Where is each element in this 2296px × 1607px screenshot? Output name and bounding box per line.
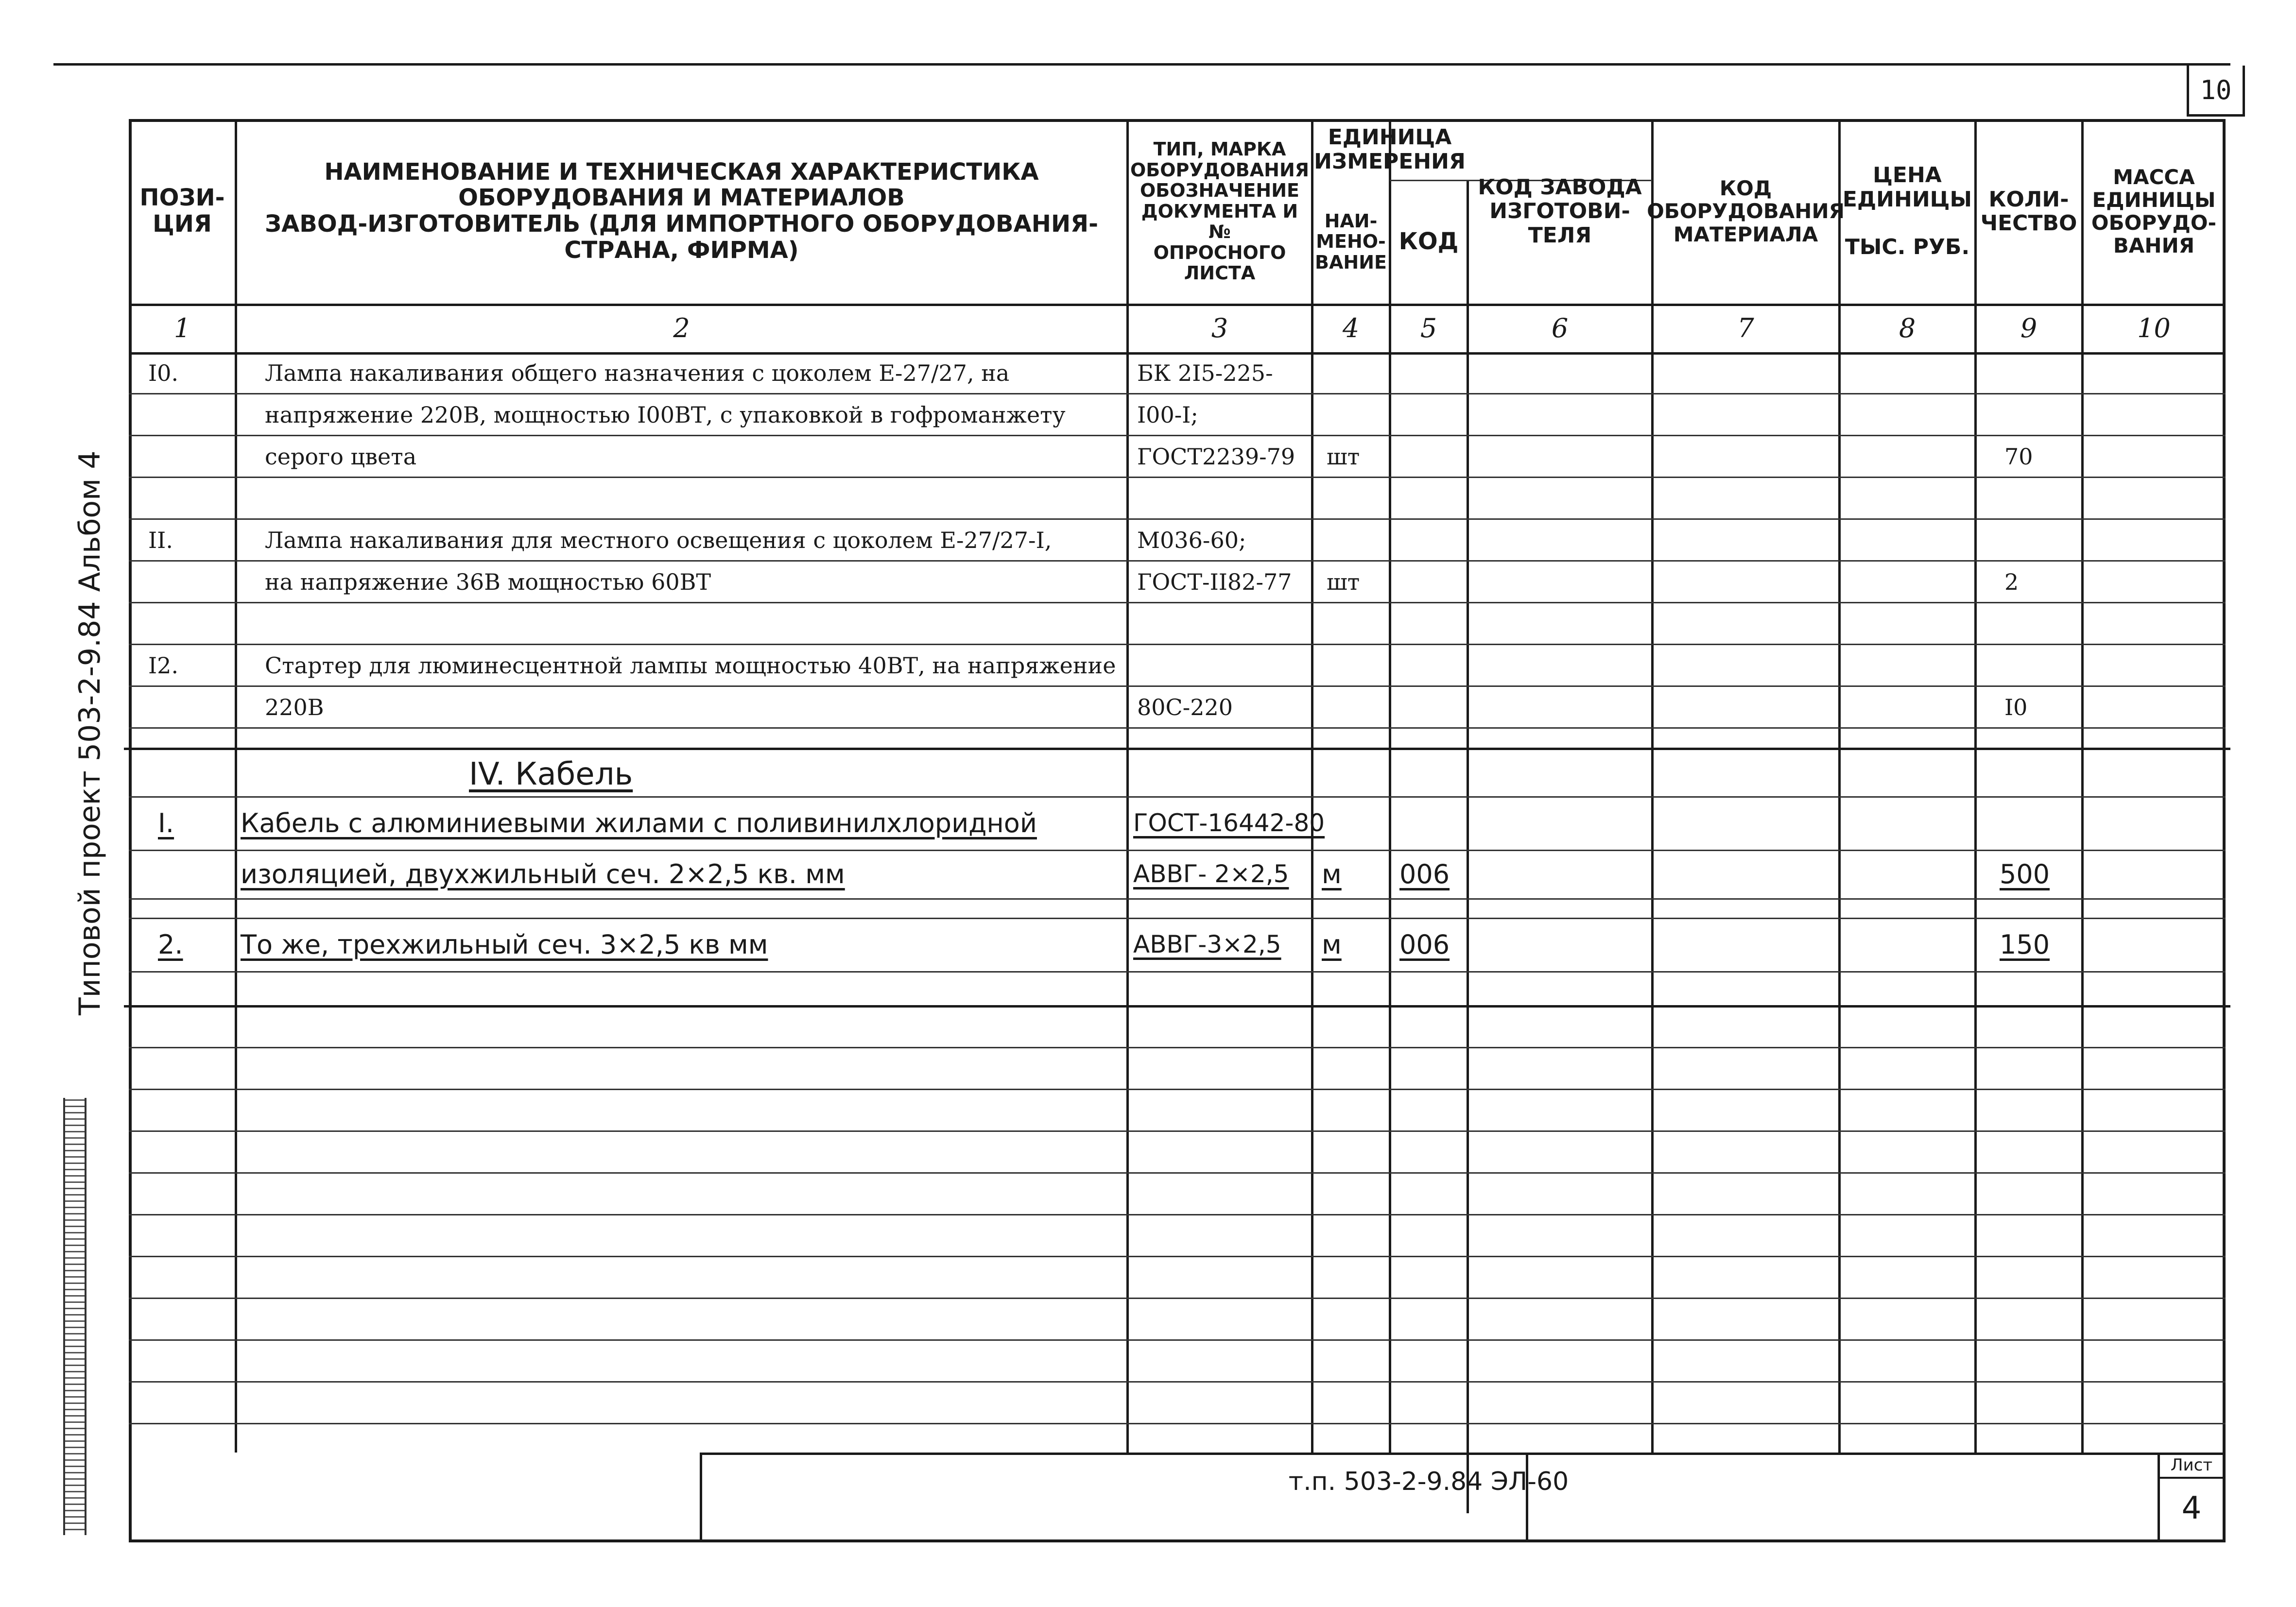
empty-row-line [129,1089,2226,1090]
header-line: КОЛИ- [1988,187,2069,212]
column-number: 3 [1211,312,1228,343]
row-name: серого цвета [265,444,417,470]
column-number: 9 [2020,312,2037,343]
header-line: ОБОРУДОВАНИЯ [1647,199,1845,223]
header-line: ЗАВОД-ИЗГОТОВИТЕЛЬ (ДЛЯ ИМПОРТНОГО ОБОРУДОВАНИЯ- [264,210,1098,238]
row-position: II. [148,527,173,553]
header-line: КОД [1398,227,1459,255]
row-unit: шт [1327,569,1360,595]
row-name: напряжение 220В, мощностью I00ВТ, с упаковкой в гофроманжету [265,402,1066,428]
empty-row-line [129,1130,2226,1132]
title-stamp [700,1453,2226,1542]
row-type: 80С-220 [1137,694,1233,720]
stamp-sheet-value: 4 [2181,1490,2202,1526]
header-cell [2082,119,2226,304]
column-number: 7 [1737,312,1754,343]
header-line: КОД ЗАВОДА [1478,175,1642,200]
column-number: 1 [173,312,191,343]
header-cell [1839,119,1975,304]
empty-row-line [129,1423,2226,1424]
header-cell [1127,119,1312,304]
side-note: Типовой проект 503-2-9.84 Альбом 4 [73,450,107,1015]
header-line: МАССА [2113,165,2195,189]
section-line [124,748,2230,750]
empty-row-line [129,1298,2226,1299]
header-line: ЕДИНИЦЫ [2092,188,2216,212]
row-line [129,971,2226,973]
header-line: ВАНИЯ [2113,234,2195,258]
header-line [1903,211,1911,235]
header-line: ОБОРУДО- [2091,211,2217,235]
row-type: I00-I; [1137,402,1198,428]
top-border-line [53,63,2230,66]
row-quantity: I0 [2004,694,2028,720]
row-name: 220В [265,694,324,720]
row-line [129,602,2226,603]
header-cell [236,119,1127,304]
column-number: 6 [1551,312,1569,343]
empty-row-line [129,1381,2226,1383]
header-cell [1467,119,1652,304]
header-line: СТРАНА, ФИРМА) [564,236,799,264]
header-cell [1312,119,1467,180]
equipment-table [129,119,2226,1453]
stamp-sheet-label: Лист [2170,1455,2213,1475]
binding-strip [63,1098,86,1535]
row-quantity: 500 [2000,858,2050,889]
header-line: ТЕЛЯ [1528,222,1592,248]
row-type: АВВГ- 2×2,5 [1133,860,1289,888]
header-cell [1312,180,1390,304]
empty-row-line [129,1214,2226,1215]
header-cell [129,119,236,304]
row-line [129,477,2226,478]
row-type: М036-60; [1137,527,1246,553]
header-line: ПОЗИ- [139,184,225,212]
sheet-number: 10 [2187,66,2245,117]
row-unit: шт [1327,444,1360,470]
row-line [129,727,2226,729]
row-quantity: 2 [2004,569,2019,595]
column-number: 2 [673,312,690,343]
row-code: 006 [1399,858,1450,889]
row-unit: м [1322,929,1342,960]
header-cell [1975,119,2082,304]
empty-row-line [129,1172,2226,1174]
header-line: ТЫС. РУБ. [1845,235,1970,260]
section-line [124,1005,2230,1008]
header-line: ЛИСТА [1184,262,1256,284]
header-line: МЕНО- [1316,231,1386,253]
header-line: НАИМЕНОВАНИЕ И ТЕХНИЧЕСКАЯ ХАРАКТЕРИСТИКА [324,158,1039,186]
row-name: на напряжение 36В мощностью 60ВТ [265,569,711,595]
column-number: 10 [2137,312,2171,343]
row-type: ГОСТ-II82-77 [1137,569,1292,595]
header-line: НАИ- [1324,210,1378,232]
row-code: 006 [1399,929,1450,960]
header-line: ЦИЯ [153,210,212,238]
row-unit: м [1322,858,1342,889]
row-position: I. [158,807,174,838]
row-name: Лампа накаливания общего назначения с цоколем Е-27/27, на [265,360,1010,386]
header-line: ОБОЗНАЧЕНИЕ [1139,180,1299,202]
row-type: ГОСТ-16442-80 [1133,809,1325,837]
row-line [129,898,2226,900]
row-position: I2. [148,652,179,679]
column-divider [1467,180,1469,1513]
header-line: ЧЕСТВО [1980,211,2077,236]
header-line: ОБОРУДОВАНИЯ И МАТЕРИАЛОВ [458,184,905,212]
row-name: То же, трехжильный сеч. 3×2,5 кв мм [241,929,768,960]
row-position: 2. [158,929,183,960]
header-line: КОД [1719,176,1772,201]
empty-row-line [129,1339,2226,1341]
section-title: IV. Кабель [469,756,633,792]
row-type: БК 2I5-225- [1137,360,1273,386]
row-position: I0. [148,360,179,386]
header-cell [1647,119,1845,304]
column-number: 4 [1342,312,1360,343]
row-name: Кабель с алюминиевыми жилами с поливинилхлоридной [241,807,1037,838]
header-line: ОПРОСНОГО [1153,241,1286,263]
header-line: ЕДИНИЦА [1328,125,1452,150]
stamp-designation: т.п. 503-2-9.84 ЭЛ-60 [1288,1467,1569,1496]
header-line: ОБОРУДОВАНИЯ [1130,159,1310,181]
header-line: ЕДИНИЦЫ [1842,187,1972,212]
row-type: АВВГ-3×2,5 [1133,930,1281,958]
row-name: изоляцией, двухжильный сеч. 2×2,5 кв. мм [241,858,845,889]
header-line: МАТЕРИАЛА [1673,222,1818,246]
header-line: ДОКУМЕНТА И № [1141,200,1298,243]
header-line: ИЗМЕРЕНИЯ [1314,149,1466,174]
header-line: ИЗГОТОВИ- [1489,199,1630,224]
row-type: ГОСТ2239-79 [1137,444,1295,470]
row-quantity: 150 [2000,929,2050,960]
column-number: 8 [1899,312,1916,343]
row-name: Лампа накаливания для местного освещения с цоколем Е-27/27-I, [265,527,1052,553]
row-quantity: 70 [2004,444,2033,470]
header-cell [1390,180,1467,304]
header-line: ВАНИЕ [1315,251,1387,273]
column-number: 5 [1420,312,1437,343]
header-line: ТИП, МАРКА [1153,138,1286,160]
row-name: Стартер для люминесцентной лампы мощностью 40ВТ, на напряжение [265,652,1116,679]
header-line: ЦЕНА [1873,163,1942,188]
empty-row-line [129,1047,2226,1048]
empty-row-line [129,1256,2226,1257]
